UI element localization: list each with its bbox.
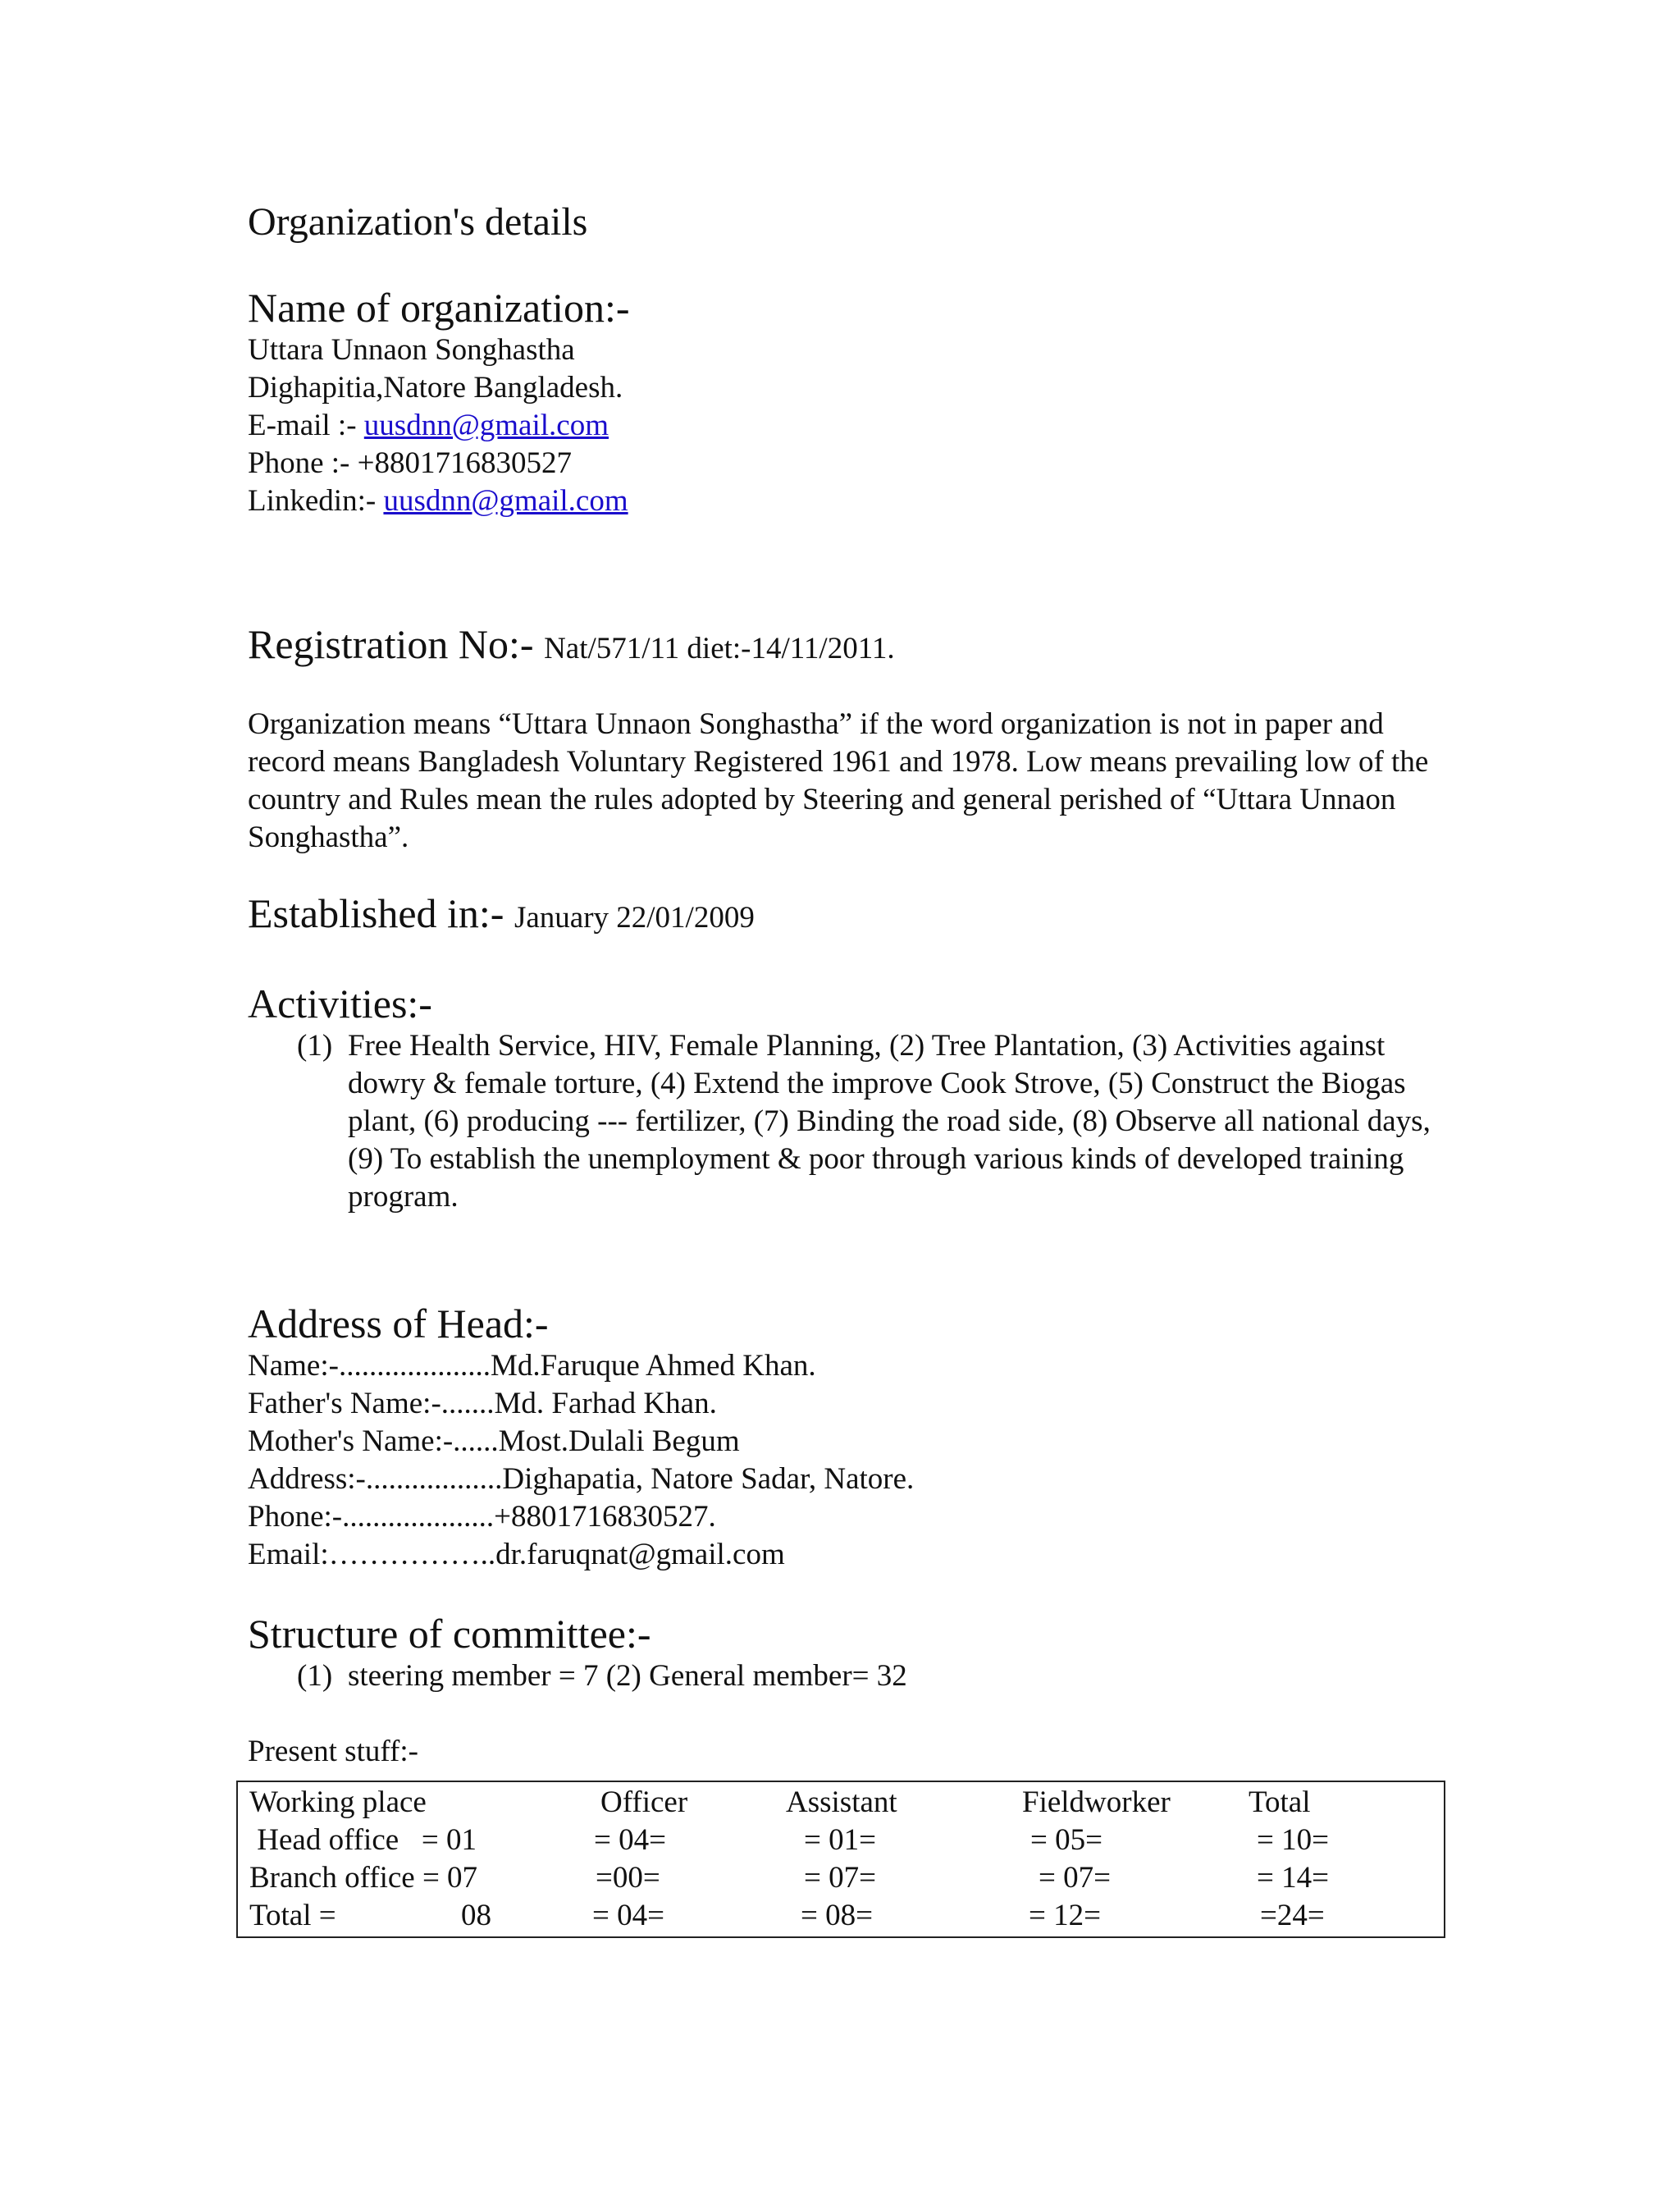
org-email-label: E-mail :- [248, 409, 364, 442]
activities-heading: Activities:- [248, 981, 432, 1026]
committee-heading: Structure of committee:- [248, 1611, 651, 1657]
cell-officer: =00= [596, 1861, 660, 1895]
header-fieldworker: Fieldworker [1022, 1785, 1171, 1819]
definition-paragraph: Organization means “Uttara Unnaon Songhastha” if the word organization is not in paper and record means Bangladesh Voluntary Registered 1961 and 1978. Low means prevailing low of the country and Rules mean the rules adopted by Steering and general perished of “Uttara Unnaon Songhastha”. [248, 707, 1429, 854]
head-name: Name:-....................Md.Faruque Ahmed Khan. [248, 1349, 816, 1383]
cell-assistant: = 07= [804, 1861, 876, 1895]
established-value: January 22/01/2009 [514, 901, 755, 935]
registration-value: Nat/571/11 diet:-14/11/2011. [544, 632, 895, 665]
head-email: Email:……………..dr.faruqnat@gmail.com [248, 1538, 785, 1571]
committee-text: steering member = 7 (2) General member= 32 [348, 1659, 907, 1693]
document-page [248, 197, 1478, 1771]
cell-total: =24= [1260, 1899, 1325, 1932]
page-title: Organization's details [248, 200, 588, 244]
established-line [248, 889, 1478, 942]
staff-row-branch-office [249, 1859, 1329, 1897]
activities-text: Free Health Service, HIV, Female Planning, (2) Tree Plantation, (3) Activities against dowry & female torture, (4) Extend the improve Cook Strove, (5) Construct the Biogas plant, (6) producing --- fertilizer, (7) Binding the road side, (8) Observe all national days, (9) To establish the unemployment & poor through various kinds of developed training program. [348, 1029, 1431, 1214]
header-assistant: Assistant [786, 1785, 897, 1819]
head-phone: Phone:-....................+8801716830527. [248, 1500, 716, 1534]
header-working-place: Working place [249, 1785, 427, 1819]
org-name-heading: Name of organization:- [248, 285, 630, 331]
cell-fieldworker: = 05= [1030, 1823, 1102, 1857]
cell-working-place: Total = [249, 1899, 336, 1932]
org-email-line [248, 407, 1478, 445]
org-linkedin-line [248, 482, 1478, 520]
cell-officer: = 04= [592, 1899, 664, 1932]
activities-list-item [248, 1027, 1462, 1216]
cell-working-place: Branch office = 07 [249, 1861, 478, 1895]
staff-header-row [249, 1784, 1311, 1822]
established-label: Established in:- [248, 890, 514, 936]
cell-fieldworker: = 12= [1029, 1899, 1101, 1932]
org-location: Dighapitia,Natore Bangladesh. [248, 371, 623, 405]
cell-assistant: = 08= [801, 1899, 873, 1932]
org-linkedin-link[interactable]: uusdnn@gmail.com [383, 484, 628, 518]
cell-total: = 10= [1257, 1823, 1329, 1857]
registration-line [248, 620, 1478, 673]
head-father-name: Father's Name:-.......Md. Farhad Khan. [248, 1387, 717, 1420]
header-officer: Officer [600, 1785, 688, 1819]
staff-label: Present stuff:- [248, 1735, 418, 1768]
head-mother-name: Mother's Name:-......Most.Dulali Begum [248, 1424, 740, 1458]
header-total: Total [1249, 1785, 1311, 1819]
org-linkedin-label: Linkedin:- [248, 484, 384, 518]
list-number: (1) [297, 1029, 333, 1063]
cell-officer: = 04= [594, 1823, 666, 1857]
list-number: (1) [297, 1659, 333, 1693]
cell-count: 08 [461, 1899, 491, 1932]
staff-row-head-office [249, 1822, 1329, 1859]
cell-total: = 14= [1257, 1861, 1329, 1895]
staff-table [236, 1781, 1445, 1938]
org-name: Uttara Unnaon Songhastha [248, 333, 575, 367]
cell-fieldworker: = 07= [1039, 1861, 1111, 1895]
head-address-heading: Address of Head:- [248, 1301, 549, 1346]
head-address: Address:-..................Dighapatia, Natore Sadar, Natore. [248, 1462, 915, 1496]
org-email-link[interactable]: uusdnn@gmail.com [363, 409, 609, 442]
cell-assistant: = 01= [804, 1823, 876, 1857]
staff-row-total [249, 1897, 1325, 1935]
org-phone: Phone :- +8801716830527 [248, 446, 572, 480]
committee-list-item [248, 1657, 1462, 1695]
registration-label: Registration No:- [248, 621, 545, 667]
cell-working-place: Head office = 01 [249, 1823, 477, 1857]
